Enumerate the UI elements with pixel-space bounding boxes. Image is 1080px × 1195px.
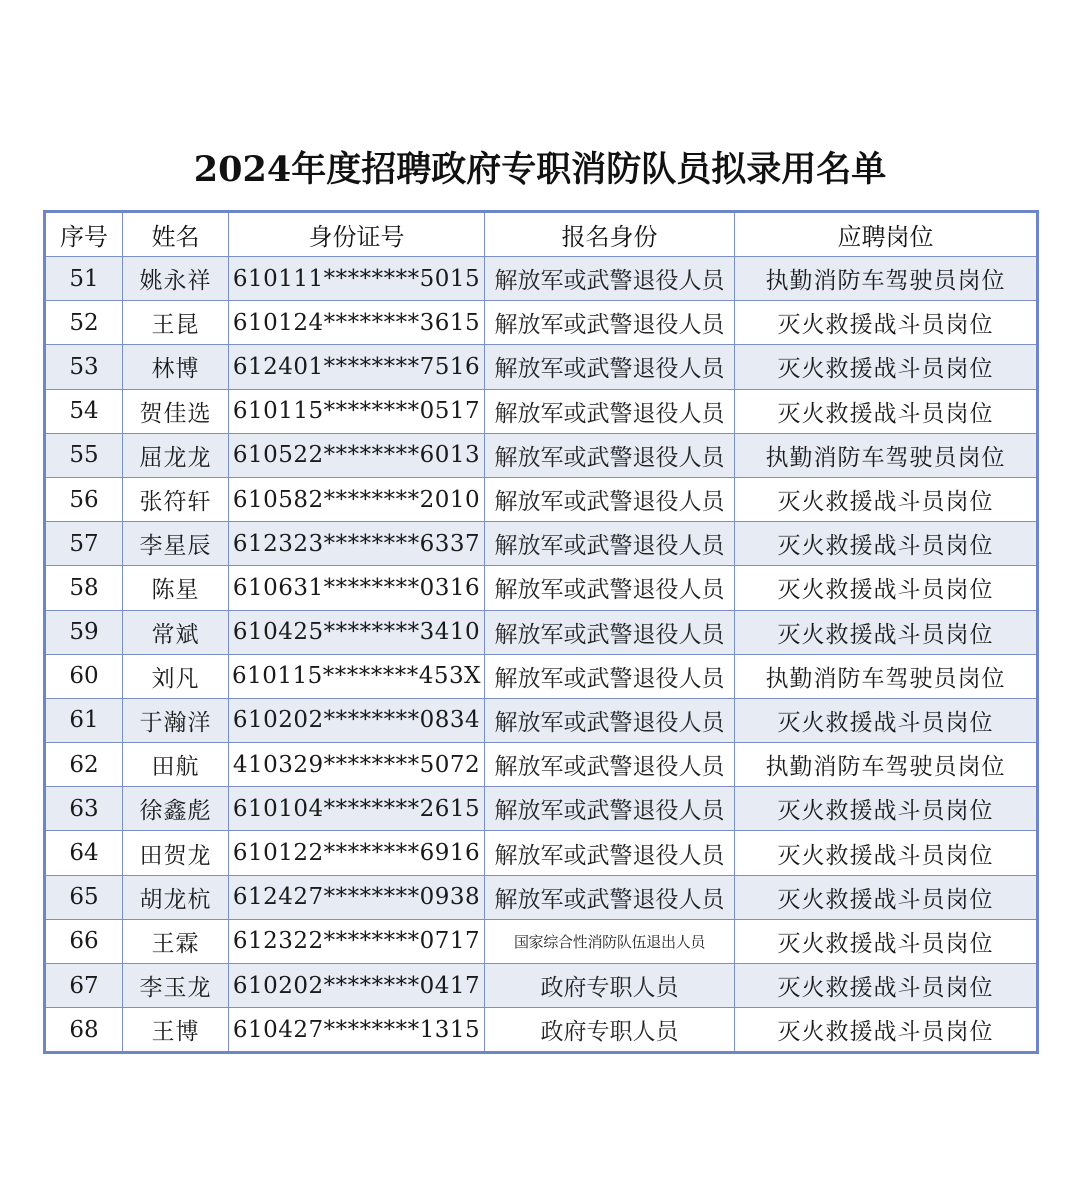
- row-id-number: 610115********0517: [229, 389, 485, 433]
- row-name: 田贺龙: [123, 831, 229, 875]
- row-seq: 55: [45, 433, 123, 477]
- row-id-number: 612323********6337: [229, 522, 485, 566]
- table-row: [45, 566, 1038, 610]
- row-identity: 解放军或武警退役人员: [485, 257, 735, 301]
- header-post: 应聘岗位: [735, 212, 1038, 257]
- row-name: 李星辰: [123, 522, 229, 566]
- row-id-number: 610202********0834: [229, 698, 485, 742]
- row-post: 灭火救援战斗员岗位: [735, 1008, 1038, 1053]
- row-seq: 63: [45, 787, 123, 831]
- header-name: 姓名: [123, 212, 229, 257]
- row-identity: 解放军或武警退役人员: [485, 831, 735, 875]
- row-post: 灭火救援战斗员岗位: [735, 831, 1038, 875]
- row-seq: 65: [45, 875, 123, 919]
- row-identity: 解放军或武警退役人员: [485, 743, 735, 787]
- row-id-number: 610111********5015: [229, 257, 485, 301]
- table-row: [45, 964, 1038, 1008]
- table-row: [45, 345, 1038, 389]
- row-post: 灭火救援战斗员岗位: [735, 964, 1038, 1008]
- row-identity: 解放军或武警退役人员: [485, 787, 735, 831]
- row-name: 姚永祥: [123, 257, 229, 301]
- row-seq: 59: [45, 610, 123, 654]
- row-name: 王昆: [123, 301, 229, 345]
- row-id-number: 612427********0938: [229, 875, 485, 919]
- row-identity: 国家综合性消防队伍退出人员: [485, 919, 735, 963]
- row-post: 灭火救援战斗员岗位: [735, 875, 1038, 919]
- table-row: [45, 389, 1038, 433]
- row-identity: 解放军或武警退役人员: [485, 522, 735, 566]
- table-row: [45, 743, 1038, 787]
- row-id-number: 610425********3410: [229, 610, 485, 654]
- row-name: 张符轩: [123, 477, 229, 521]
- table-row: [45, 919, 1038, 963]
- row-id-number: 610115********453X: [229, 654, 485, 698]
- row-identity: 解放军或武警退役人员: [485, 698, 735, 742]
- row-name: 林博: [123, 345, 229, 389]
- row-id-number: 610202********0417: [229, 964, 485, 1008]
- row-post: 灭火救援战斗员岗位: [735, 522, 1038, 566]
- row-seq: 60: [45, 654, 123, 698]
- row-seq: 54: [45, 389, 123, 433]
- row-id-number: 610427********1315: [229, 1008, 485, 1053]
- header-identity: 报名身份: [485, 212, 735, 257]
- row-identity: 解放军或武警退役人员: [485, 875, 735, 919]
- row-id-number: 610522********6013: [229, 433, 485, 477]
- row-name: 刘凡: [123, 654, 229, 698]
- row-id-number: 612401********7516: [229, 345, 485, 389]
- row-post: 灭火救援战斗员岗位: [735, 787, 1038, 831]
- table-row: [45, 787, 1038, 831]
- page-title: 2024年度招聘政府专职消防队员拟录用名单: [193, 149, 887, 190]
- row-name: 李玉龙: [123, 964, 229, 1008]
- row-seq: 51: [45, 257, 123, 301]
- table-row: [45, 654, 1038, 698]
- row-id-number: 610631********0316: [229, 566, 485, 610]
- row-id-number: 610124********3615: [229, 301, 485, 345]
- row-identity: 解放军或武警退役人员: [485, 566, 735, 610]
- row-name: 屈龙龙: [123, 433, 229, 477]
- table-row: [45, 301, 1038, 345]
- table-row: [45, 433, 1038, 477]
- row-seq: 52: [45, 301, 123, 345]
- row-identity: 解放军或武警退役人员: [485, 433, 735, 477]
- row-identity: 解放军或武警退役人员: [485, 477, 735, 521]
- row-name: 贺佳选: [123, 389, 229, 433]
- row-seq: 64: [45, 831, 123, 875]
- row-seq: 66: [45, 919, 123, 963]
- row-seq: 61: [45, 698, 123, 742]
- table-row: [45, 831, 1038, 875]
- table-row: [45, 698, 1038, 742]
- header-id-number: 身份证号: [229, 212, 485, 257]
- row-id-number: 610104********2615: [229, 787, 485, 831]
- table-row: [45, 875, 1038, 919]
- row-name: 田航: [123, 743, 229, 787]
- table-row: [45, 477, 1038, 521]
- row-seq: 57: [45, 522, 123, 566]
- row-post: 执勤消防车驾驶员岗位: [735, 257, 1038, 301]
- row-post: 灭火救援战斗员岗位: [735, 566, 1038, 610]
- row-identity: 政府专职人员: [485, 964, 735, 1008]
- row-seq: 68: [45, 1008, 123, 1053]
- row-post: 灭火救援战斗员岗位: [735, 698, 1038, 742]
- row-id-number: 610122********6916: [229, 831, 485, 875]
- row-name: 王霖: [123, 919, 229, 963]
- row-name: 常斌: [123, 610, 229, 654]
- row-seq: 67: [45, 964, 123, 1008]
- row-id-number: 612322********0717: [229, 919, 485, 963]
- row-identity: 解放军或武警退役人员: [485, 301, 735, 345]
- row-seq: 53: [45, 345, 123, 389]
- row-seq: 62: [45, 743, 123, 787]
- row-identity: 解放军或武警退役人员: [485, 345, 735, 389]
- row-identity: 解放军或武警退役人员: [485, 389, 735, 433]
- roster-table: [43, 210, 1039, 1054]
- table-body: [45, 257, 1038, 1053]
- row-post: 灭火救援战斗员岗位: [735, 389, 1038, 433]
- row-post: 灭火救援战斗员岗位: [735, 919, 1038, 963]
- table-row: [45, 522, 1038, 566]
- row-post: 灭火救援战斗员岗位: [735, 345, 1038, 389]
- row-identity: 解放军或武警退役人员: [485, 654, 735, 698]
- row-identity: 解放军或武警退役人员: [485, 610, 735, 654]
- table-row: [45, 1008, 1038, 1053]
- row-post: 灭火救援战斗员岗位: [735, 477, 1038, 521]
- header-seq: 序号: [45, 212, 123, 257]
- row-name: 陈星: [123, 566, 229, 610]
- row-id-number: 610582********2010: [229, 477, 485, 521]
- row-id-number: 410329********5072: [229, 743, 485, 787]
- row-name: 王博: [123, 1008, 229, 1053]
- row-name: 胡龙杭: [123, 875, 229, 919]
- row-post: 执勤消防车驾驶员岗位: [735, 743, 1038, 787]
- row-name: 于瀚洋: [123, 698, 229, 742]
- row-name: 徐鑫彪: [123, 787, 229, 831]
- row-seq: 58: [45, 566, 123, 610]
- table-row: [45, 257, 1038, 301]
- row-identity: 政府专职人员: [485, 1008, 735, 1053]
- row-post: 灭火救援战斗员岗位: [735, 301, 1038, 345]
- table-header-row: [45, 212, 1038, 257]
- row-seq: 56: [45, 477, 123, 521]
- table-row: [45, 610, 1038, 654]
- row-post: 执勤消防车驾驶员岗位: [735, 654, 1038, 698]
- row-post: 执勤消防车驾驶员岗位: [735, 433, 1038, 477]
- row-post: 灭火救援战斗员岗位: [735, 610, 1038, 654]
